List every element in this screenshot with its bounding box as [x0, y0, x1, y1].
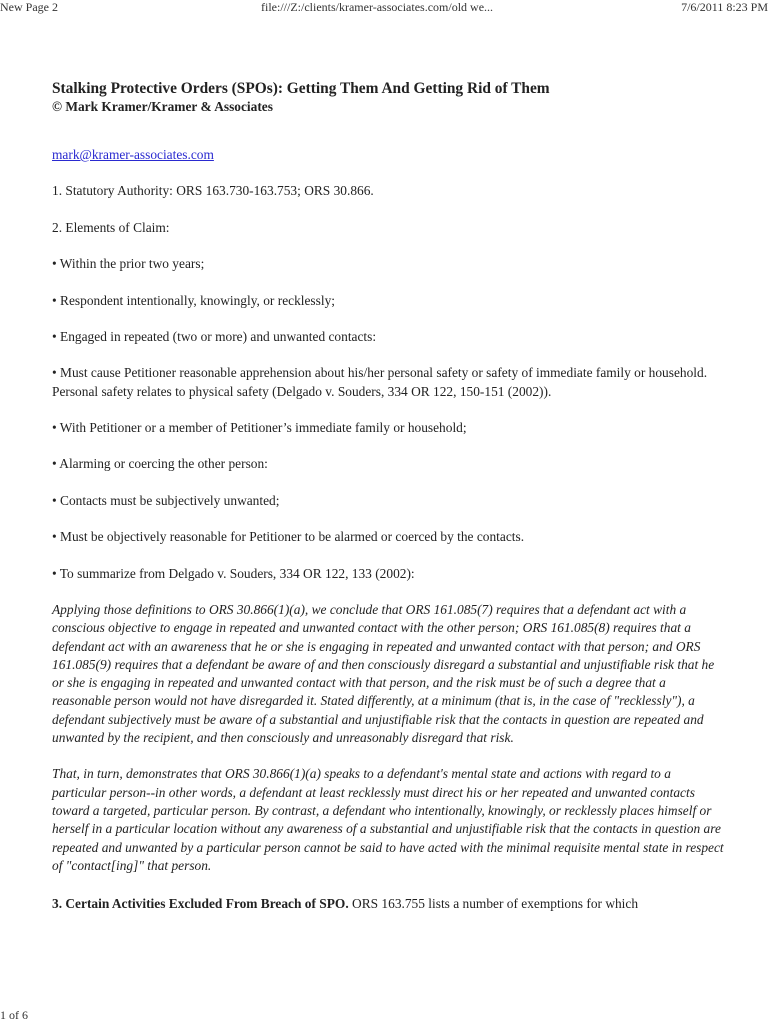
print-header-url: file:///Z:/clients/kramer-associates.com/old we... — [261, 0, 494, 14]
document-title: Stalking Protective Orders (SPOs): Getting Them And Getting Rid of Them — [52, 80, 550, 97]
list-item: • Must cause Petitioner reasonable apprehension about his/her personal safety or safety of immediate family or household. Personal safety relates to physical safety (Delgado v. Souders, 334 OR 122, 150-151 (2002)). — [52, 365, 708, 399]
section-3-paragraph — [52, 895, 728, 913]
list-item: • With Petitioner or a member of Petitioner’s immediate family or household; — [52, 420, 467, 436]
block-quote: That, in turn, demonstrates that ORS 30.866(1)(a) speaks to a defendant's mental state and actions with regard to a particular person--in other words, a defendant at least recklessly must direct his or her repeated and unwanted contacts toward a targeted, particular person. By contrast, a defendant who intentionally, knowingly, or recklessly places himself or herself in a particular location without any awareness of a substantial and unjustifiable risk that the contacts in question are repeated and unwanted by a particular person cannot be said to have acted with the minimal requisite mental state in respect of "contact[ing]" that person. — [52, 766, 724, 873]
section-3-text: ORS 163.755 lists a number of exemptions for which — [348, 896, 639, 912]
list-item: • Respondent intentionally, knowingly, or recklessly; — [52, 292, 335, 308]
list-item: • Engaged in repeated (two or more) and unwanted contacts: — [52, 328, 377, 344]
item-elements-of-claim: 2. Elements of Claim: — [52, 219, 170, 235]
list-item: • Contacts must be subjectively unwanted; — [52, 492, 280, 508]
section-3-heading: 3. Certain Activities Excluded From Breach of SPO. — [52, 896, 349, 912]
list-item: • Within the prior two years; — [52, 256, 205, 272]
list-item: • Must be objectively reasonable for Petitioner to be alarmed or coerced by the contacts. — [52, 529, 525, 545]
copyright-line: © Mark Kramer/Kramer & Associates — [52, 99, 273, 114]
list-item: • To summarize from Delgado v. Souders, 334 OR 122, 133 (2002): — [52, 565, 415, 581]
document-body — [52, 79, 728, 914]
email-link[interactable]: mark@kramer-associates.com — [52, 147, 214, 162]
list-item: • Alarming or coercing the other person: — [52, 456, 268, 472]
page-number: 1 of 6 — [0, 1008, 28, 1022]
print-header-datetime: 7/6/2011 8:23 PM — [681, 0, 768, 14]
block-quote: Applying those definitions to ORS 30.866(1)(a), we conclude that ORS 161.085(7) requires that a defendant act with a conscious objective to engage in repeated and unwanted contact with the other person; ORS 161.085(8) requires that a defendant act with an awareness that he or she is engaging in repeated and unwanted contact with that person; and ORS 161.085(9) requires that a defendant be aware of and then consciously disregard a substantial and unjustifiable risk that he or she is engaging in repeated and unwanted contact with that person, and the risk must be of such a degree that a reasonable person would not have disregarded it. Stated differently, at a minimum (that is, in the case of "recklessly"), a defendant subjectively must be aware of a substantial and unjustifiable risk that the contacts in question are repeated and unwanted by the recipient, and then consciously and unreasonably disregard that risk. — [52, 601, 715, 746]
print-header-title: New Page 2 — [0, 0, 58, 14]
item-statutory-authority: 1. Statutory Authority: ORS 163.730-163.753; ORS 30.866. — [52, 183, 374, 199]
